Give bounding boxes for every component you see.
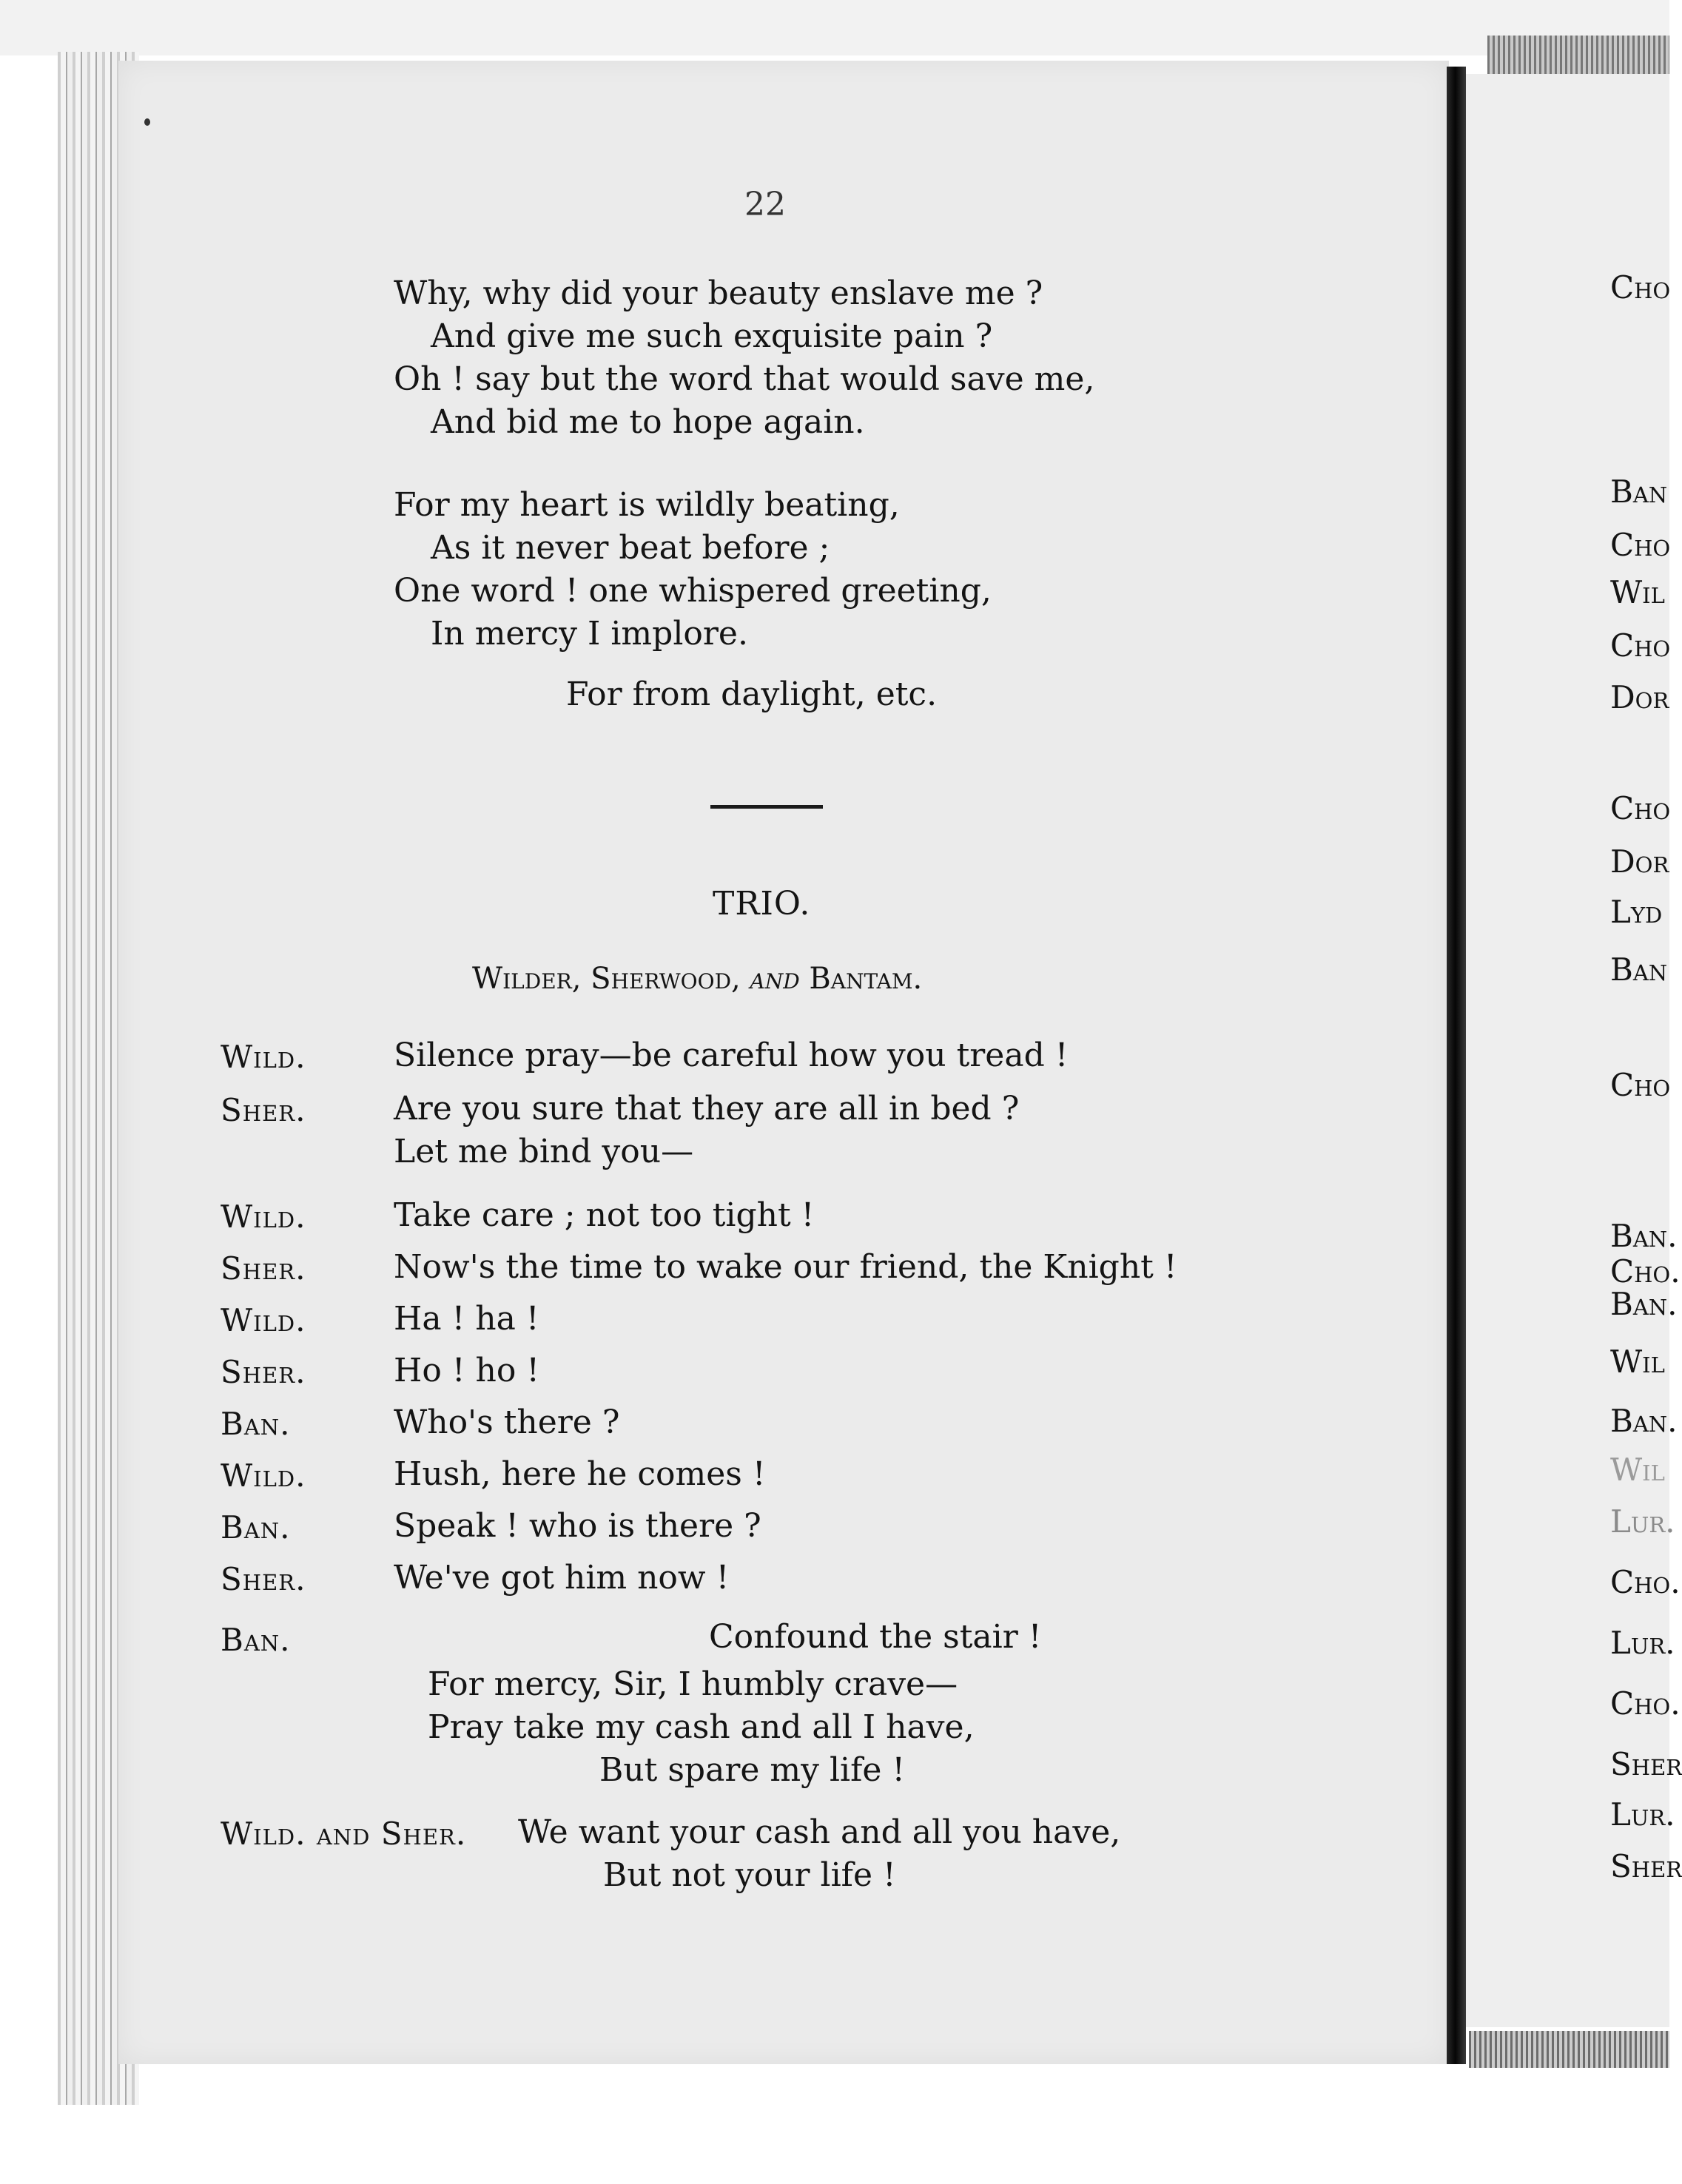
song-line: As it never beat before ; — [431, 529, 830, 567]
right-page-speaker: Wil — [1610, 1344, 1665, 1380]
right-page-edge-bottom — [1469, 2031, 1669, 2068]
speaker-label: Wild. — [221, 1302, 306, 1338]
trio-cast — [472, 959, 922, 999]
right-page-speaker: Cho. — [1610, 1564, 1681, 1600]
cast-names: Wilder, Sherwood, — [472, 962, 741, 996]
speaker-label: Wild. — [221, 1199, 306, 1235]
trio-title: TRIO. — [713, 885, 811, 923]
speaker-label: Ban. — [221, 1622, 291, 1658]
cast-name: Bantam. — [809, 962, 923, 996]
song-refrain: For from daylight, etc. — [566, 675, 938, 713]
right-page-speaker: Dor — [1610, 843, 1669, 880]
dialogue-line: Who's there ? — [394, 1403, 620, 1441]
right-page-speaker: Ban — [1610, 473, 1668, 510]
right-page-speaker: Cho. — [1610, 1685, 1681, 1722]
speaker-label: Wild. and Sher. — [221, 1816, 467, 1852]
right-page-speaker: Cho — [1610, 269, 1671, 306]
dialogue-line: We've got him now ! — [394, 1559, 730, 1597]
right-page-edge-top — [1487, 36, 1669, 77]
dialogue-line: But spare my life ! — [599, 1751, 906, 1789]
right-page-speaker: Cho — [1610, 1067, 1671, 1103]
song-line: One word ! one whispered greeting, — [394, 572, 992, 610]
dialogue-line: Now's the time to wake our friend, the Knight ! — [394, 1248, 1177, 1286]
dialogue-line: Speak ! who is there ? — [394, 1507, 761, 1545]
dialogue-line: Let me bind you— — [394, 1133, 694, 1170]
page-number: 22 — [744, 186, 786, 223]
song-line: And bid me to hope again. — [431, 403, 865, 441]
right-page-speaker: Cho. — [1610, 1253, 1681, 1290]
dialogue-line: But not your life ! — [603, 1856, 896, 1894]
dialogue-line: Ha ! ha ! — [394, 1300, 539, 1338]
right-page-speaker: Cho — [1610, 627, 1671, 664]
scan-background-top — [0, 0, 1669, 55]
dialogue-line: Take care ; not too tight ! — [394, 1196, 815, 1234]
right-page-speaker: Sher — [1610, 1746, 1682, 1782]
song-line: Oh ! say but the word that would save me, — [394, 360, 1095, 398]
book-gutter — [1447, 67, 1466, 2064]
right-page-speaker: Lur. — [1610, 1625, 1675, 1661]
dialogue-line: Silence pray—be careful how you tread ! — [394, 1037, 1069, 1074]
right-page-speaker: Ban — [1610, 951, 1668, 988]
speaker-label: Wild. — [221, 1039, 306, 1075]
cast-and: and — [750, 962, 800, 996]
speaker-label: Ban. — [221, 1406, 291, 1442]
dialogue-line: Pray take my cash and all I have, — [428, 1708, 975, 1746]
song-line: For my heart is wildly beating, — [394, 486, 900, 524]
right-page-speaker: Cho — [1610, 790, 1671, 826]
dialogue-line: Ho ! ho ! — [394, 1352, 540, 1389]
speaker-label: Sher. — [221, 1250, 306, 1287]
right-page — [1466, 74, 1682, 2027]
right-page-speaker: Lyd — [1610, 894, 1663, 930]
right-page-speaker: Ban. — [1610, 1403, 1678, 1439]
right-page-speaker: Wil — [1610, 1452, 1665, 1488]
right-page-speaker: Cho — [1610, 527, 1671, 563]
song-line: Why, why did your beauty enslave me ? — [394, 274, 1043, 312]
dialogue-line: Are you sure that they are all in bed ? — [394, 1090, 1020, 1128]
speaker-label: Sher. — [221, 1092, 306, 1128]
right-page-speaker: Ban. — [1610, 1218, 1678, 1254]
song-line: In mercy I implore. — [431, 615, 748, 653]
right-page-speaker: Dor — [1610, 679, 1669, 715]
dialogue-line: For mercy, Sir, I humbly crave— — [428, 1665, 958, 1703]
speaker-label: Wild. — [221, 1457, 306, 1494]
right-page-speaker: Lur. — [1610, 1796, 1675, 1833]
section-divider — [710, 805, 823, 809]
speaker-label: Ban. — [221, 1509, 291, 1546]
dialogue-line: We want your cash and all you have, — [518, 1813, 1121, 1851]
right-page-speaker: Sher — [1610, 1848, 1682, 1884]
scan-speck — [144, 118, 150, 126]
song-line: And give me such exquisite pain ? — [431, 317, 993, 355]
dialogue-line: Confound the stair ! — [709, 1618, 1042, 1656]
right-page-speaker: Wil — [1610, 574, 1665, 610]
dialogue-line: Hush, here he comes ! — [394, 1455, 766, 1493]
speaker-label: Sher. — [221, 1354, 306, 1390]
right-page-speaker: Lur. — [1610, 1503, 1675, 1540]
right-page-speaker: Ban. — [1610, 1286, 1678, 1322]
speaker-label: Sher. — [221, 1561, 306, 1597]
